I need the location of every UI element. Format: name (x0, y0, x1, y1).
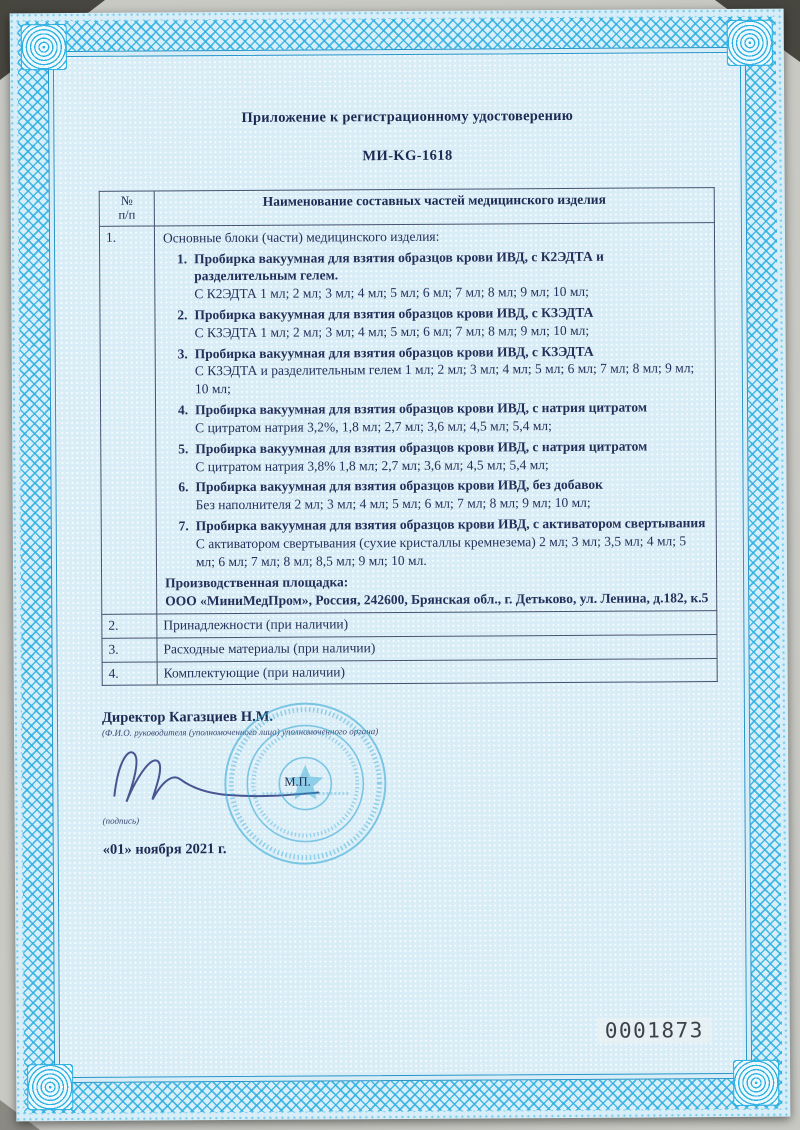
row-content-cell (154, 222, 716, 614)
component-item-body (195, 342, 709, 399)
row-content-cell: Расходные материалы (при наличии) (157, 634, 717, 661)
table-row (102, 658, 717, 686)
component-item (161, 303, 708, 342)
component-item-number: 5. (178, 440, 189, 457)
component-item (162, 437, 709, 476)
component-item-title: Пробирка вакуумная для взятия образцов крови ИВД, без добавок (195, 477, 603, 495)
row-num-cell (102, 614, 157, 638)
component-item (162, 475, 709, 514)
component-item-detail: С активатором свертывания (сухие кристаллы кремнезема) 2 мл; 3 мл; 3,5 мл; 4 мл; 5 мл; 6 мл; 7 мл; 8 мл; 8,5 мл; 9 мл; 10 мл. (195, 533, 687, 569)
table-row (99, 222, 716, 614)
header-cell-name: Наименование составных частей медицинского изделия (154, 188, 714, 226)
component-item-body (195, 398, 709, 437)
header-num-line2: п/п (118, 207, 136, 223)
component-item-detail: С цитратом натрия 3,2%, 1,8 мл; 2,7 мл; 3,6 мл; 4,5 мл; 5,4 мл; (195, 417, 552, 436)
component-item-body (195, 437, 709, 476)
stamp-placeholder-label: М.П. (284, 774, 311, 790)
component-item-number: 4. (177, 402, 189, 418)
component-item-number: 3. (177, 345, 188, 361)
signature-note: (подпись) (102, 816, 140, 827)
component-item (162, 398, 709, 437)
row-num-cell (102, 662, 157, 686)
component-item-detail: Без наполнителя 2 мл; 3 мл; 4 мл; 5 мл; 6 мл; 7 мл; 8 мл; 9 мл; 10 мл; (195, 494, 591, 513)
serial-number: 0001873 (597, 1017, 712, 1044)
component-item-title: Пробирка вакуумная для взятия образцов крови ИВД, с активатором свертывания (195, 515, 706, 534)
component-item (161, 247, 708, 304)
corner-rosette-ornament-icon (727, 20, 773, 66)
component-item-title: Пробирка вакуумная для взятия образцов крови ИВД, с КЗЭДТА (194, 304, 594, 323)
row-num-cell (102, 638, 157, 662)
component-item-number: 1. (176, 250, 188, 266)
component-item-title: Пробирка вакуумная для взятия образцов крови ИВД, с натрия цитратом (195, 399, 648, 418)
row-number: 3. (108, 641, 119, 657)
inner-border-line (48, 47, 752, 1083)
component-item-body (195, 475, 709, 514)
component-item-detail: С КЗЭДТА и разделительным гелем 1 мл; 2 мл; 3 мл; 4 мл; 5 мл; 6 мл; 7 мл; 8 мл; 9 мл; 10 мл; (194, 360, 695, 397)
row-content-cell: Комплектующие (при наличии) (157, 658, 717, 685)
director-name: Директор Кагазциев Н.М. (101, 709, 274, 727)
corner-rosette-ornament-icon (733, 1060, 779, 1106)
header-cell-num (99, 191, 154, 226)
row1-intro: Основные блоки (части) медицинского изделия: (162, 228, 440, 246)
production-site-label: Производственная площадка: (165, 574, 349, 591)
row-number: 2. (108, 617, 119, 633)
component-item-title: Пробирка вакуумная для взятия образцов крови ИВД, с К2ЭДТА и разделительным гелем. (194, 248, 604, 284)
document-number: МИ-KG-1618 (362, 147, 453, 165)
component-item-title: Пробирка вакуумная для взятия образцов крови ИВД, с натрия цитратом (195, 438, 648, 456)
component-item-body (196, 514, 710, 571)
corner-rosette-ornament-icon (21, 24, 67, 70)
component-item-number: 7. (178, 518, 189, 534)
component-item-title: Пробирка вакуумная для взятия образцов крови ИВД, с КЗЭДТА (194, 343, 594, 361)
component-item (162, 342, 709, 399)
component-item-body (194, 247, 708, 304)
guilloche-border (18, 17, 783, 1114)
date-line: «01» ноября 2021 г. (102, 841, 227, 859)
table-header-row (99, 188, 714, 227)
signature-row (102, 738, 724, 814)
component-item-detail: С КЗЭДТА 1 мл; 2 мл; 3 мл; 4 мл; 5 мл; 6 мл; 7 мл; 8 мл; 9 мл; 10 мл; (194, 322, 590, 341)
signature-block (102, 706, 725, 859)
document-title: Приложение к регистрационному удостоверению (241, 107, 574, 126)
row-number: 1. (105, 229, 117, 245)
production-site-value: ООО «МиниМедПром», Россия, 242600, Брянская обл., г. Детьково, ул. Ленина, д.182, к.5 (165, 590, 709, 609)
components-table (99, 187, 718, 686)
row-content-cell: Принадлежности (при наличии) (157, 611, 717, 638)
certificate-sheet (10, 9, 791, 1122)
document-content (53, 52, 747, 1078)
component-item-number: 6. (178, 479, 189, 495)
corner-rosette-ornament-icon (27, 1064, 73, 1110)
component-item-detail: С цитратом натрия 3,8% 1,8 мл; 2,7 мл; 3,6 мл; 4,5 мл; 5,4 мл; (195, 456, 549, 474)
header-num-line1: № (120, 193, 133, 208)
director-note: (Ф.И.О. руководителя (уполномоченного лица) уполномоченного органа) (101, 726, 379, 739)
row-num-cell (99, 226, 156, 615)
component-item-number: 2. (177, 307, 188, 323)
row-number: 4. (108, 665, 119, 681)
component-item-body (194, 303, 708, 342)
component-item (163, 514, 710, 571)
component-item-detail: С К2ЭДТА 1 мл; 2 мл; 3 мл; 4 мл; 5 мл; 6 мл; 7 мл; 8 мл; 9 мл; 10 мл; (194, 284, 589, 302)
